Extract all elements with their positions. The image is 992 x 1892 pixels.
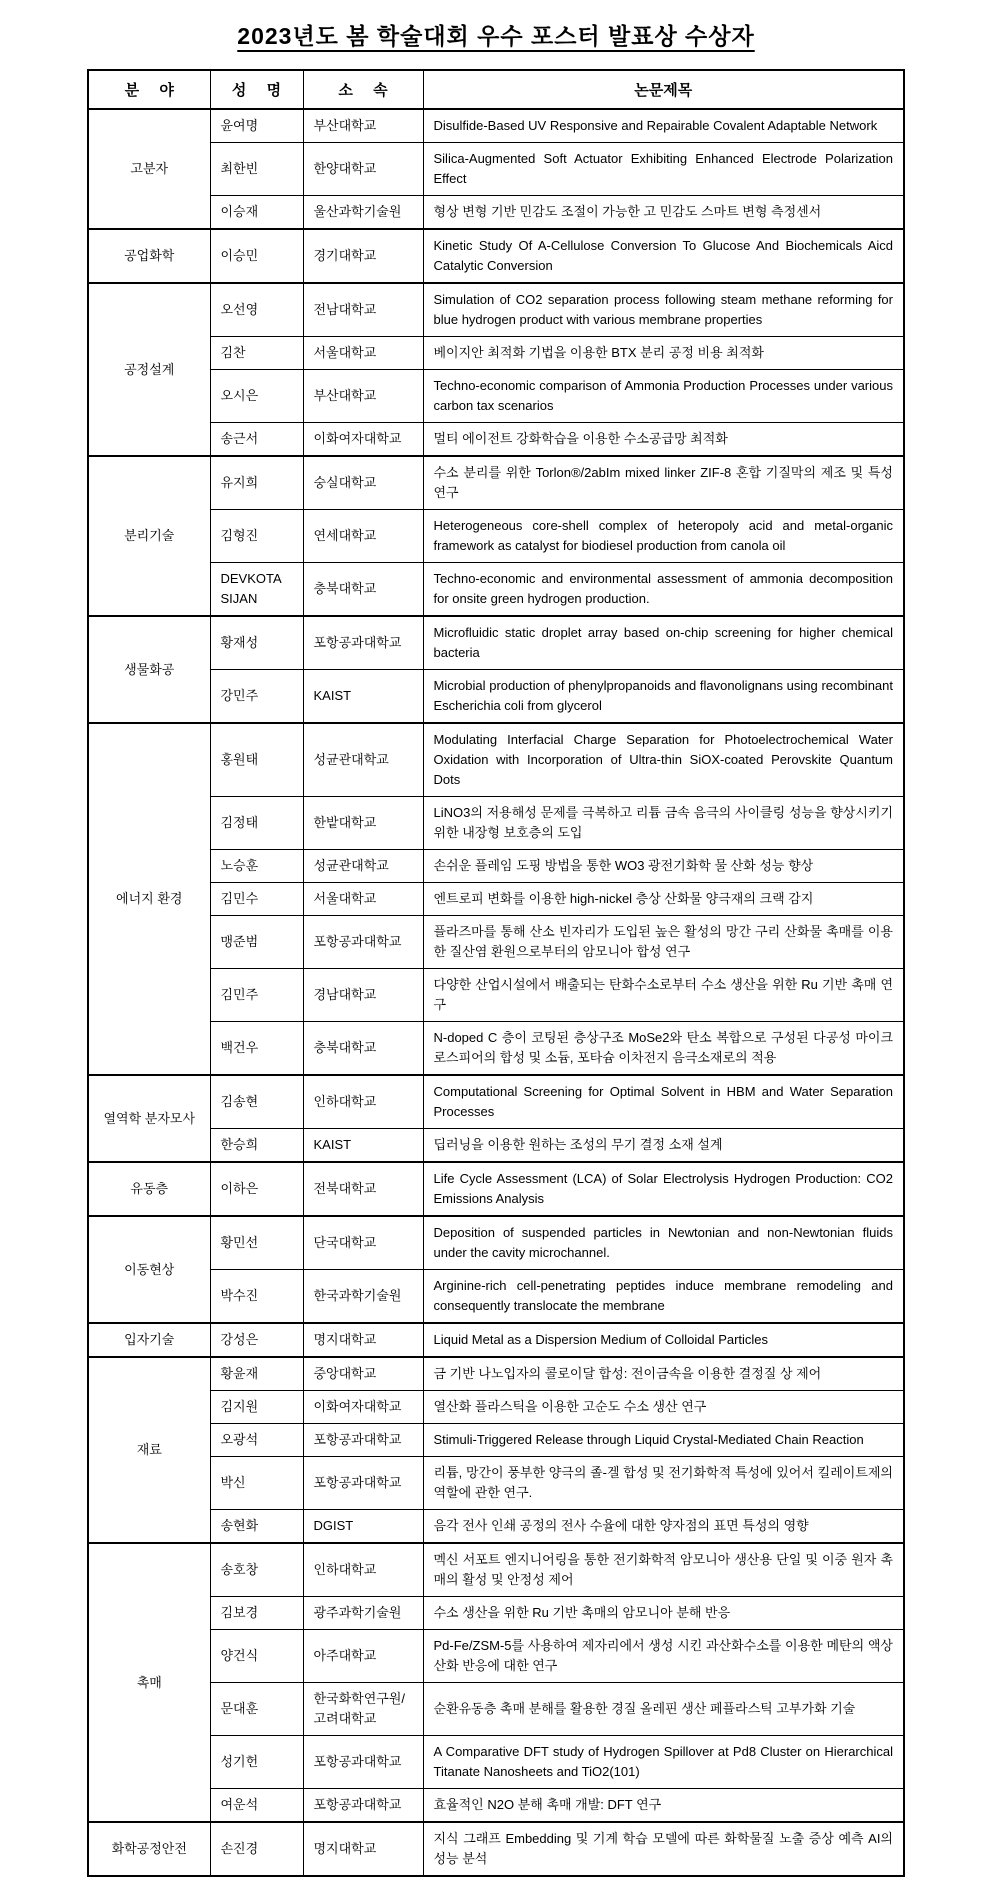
name-cell: 이하은	[210, 1162, 303, 1216]
affiliation-cell: 이화여자대학교	[303, 423, 423, 457]
column-header-name: 성 명	[210, 70, 303, 109]
affiliation-cell: 충북대학교	[303, 1022, 423, 1076]
field-cell: 에너지 환경	[88, 723, 210, 1075]
field-cell: 공정설계	[88, 283, 210, 456]
table-row	[88, 196, 904, 230]
affiliation-cell: 전남대학교	[303, 283, 423, 337]
paper-title-cell: Techno-economic comparison of Ammonia Production Processes under various carbon tax scenarios	[423, 370, 904, 423]
table-row	[88, 1543, 904, 1597]
field-cell: 분리기술	[88, 456, 210, 616]
name-cell: 이승재	[210, 196, 303, 230]
table-row	[88, 1424, 904, 1457]
table-row	[88, 423, 904, 457]
table-row	[88, 1357, 904, 1391]
field-cell: 열역학 분자모사	[88, 1075, 210, 1162]
awards-table-body	[88, 109, 904, 1876]
affiliation-cell: 부산대학교	[303, 109, 423, 143]
affiliation-cell: 부산대학교	[303, 370, 423, 423]
affiliation-cell: 충북대학교	[303, 563, 423, 617]
table-row	[88, 1129, 904, 1163]
paper-title-cell: Arginine-rich cell-penetrating peptides induce membrane remodeling and consequently translocate the membrane	[423, 1270, 904, 1324]
table-row	[88, 670, 904, 724]
affiliation-cell: 인하대학교	[303, 1543, 423, 1597]
name-cell: 김민주	[210, 969, 303, 1022]
table-row	[88, 283, 904, 337]
affiliation-cell: KAIST	[303, 1129, 423, 1163]
name-cell: 이승민	[210, 229, 303, 283]
table-row	[88, 1022, 904, 1076]
paper-title-cell: Silica-Augmented Soft Actuator Exhibiting Enhanced Electrode Polarization Effect	[423, 143, 904, 196]
affiliation-cell: 포항공과대학교	[303, 1424, 423, 1457]
table-row	[88, 969, 904, 1022]
name-cell: 김형진	[210, 510, 303, 563]
name-cell: 김보경	[210, 1597, 303, 1630]
table-row	[88, 229, 904, 283]
affiliation-cell: 포항공과대학교	[303, 916, 423, 969]
paper-title-cell: Microfluidic static droplet array based on-chip screening for higher chemical bacteria	[423, 616, 904, 670]
affiliation-cell: 포항공과대학교	[303, 1457, 423, 1510]
field-cell: 공업화학	[88, 229, 210, 283]
affiliation-cell: 광주과학기술원	[303, 1597, 423, 1630]
page-title: 2023년도 봄 학술대회 우수 포스터 발표상 수상자	[237, 23, 755, 49]
name-cell: 박수진	[210, 1270, 303, 1324]
field-cell: 생물화공	[88, 616, 210, 723]
awards-table	[87, 69, 905, 1877]
field-cell: 이동현상	[88, 1216, 210, 1323]
table-row	[88, 1822, 904, 1876]
affiliation-cell: 한양대학교	[303, 143, 423, 196]
name-cell: 김정태	[210, 797, 303, 850]
paper-title-cell: Stimuli-Triggered Release through Liquid Crystal-Mediated Chain Reaction	[423, 1424, 904, 1457]
table-row	[88, 616, 904, 670]
paper-title-cell: 수소 분리를 위한 Torlon®/2abIm mixed linker ZIF-8 혼합 기질막의 제조 및 특성 연구	[423, 456, 904, 510]
paper-title-cell: 멕신 서포트 엔지니어링을 통한 전기화학적 암모니아 생산용 단일 및 이중 원자 촉매의 활성 및 안정성 제어	[423, 1543, 904, 1597]
name-cell: 김송현	[210, 1075, 303, 1129]
paper-title-cell: Pd-Fe/ZSM-5를 사용하여 제자리에서 생성 시킨 과산화수소를 이용한 메탄의 액상산화 반응에 대한 연구	[423, 1630, 904, 1683]
paper-title-cell: N-doped C 층이 코팅된 층상구조 MoSe2와 탄소 복합으로 구성된 다공성 마이크로스피어의 합성 및 소듐, 포타슘 이차전지 음극소재로의 적용	[423, 1022, 904, 1076]
table-row	[88, 1162, 904, 1216]
name-cell: 송근서	[210, 423, 303, 457]
paper-title-cell: A Comparative DFT study of Hydrogen Spillover at Pd8 Cluster on Hierarchical Titanate Nanosheets and TiO2(101)	[423, 1736, 904, 1789]
name-cell: 문대훈	[210, 1683, 303, 1736]
affiliation-cell: 명지대학교	[303, 1323, 423, 1357]
affiliation-cell: 숭실대학교	[303, 456, 423, 510]
name-cell: 백건우	[210, 1022, 303, 1076]
affiliation-cell: DGIST	[303, 1510, 423, 1544]
paper-title-cell: 플라즈마를 통해 산소 빈자리가 도입된 높은 활성의 망간 구리 산화물 촉매를 이용한 질산염 환원으로부터의 암모니아 합성 연구	[423, 916, 904, 969]
paper-title-cell: 엔트로피 변화를 이용한 high-nickel 층상 산화물 양극재의 크랙 감지	[423, 883, 904, 916]
field-cell: 촉매	[88, 1543, 210, 1822]
name-cell: 최한빈	[210, 143, 303, 196]
paper-title-cell: Simulation of CO2 separation process following steam methane reforming for blue hydrogen product with various membrane properties	[423, 283, 904, 337]
field-cell: 유동층	[88, 1162, 210, 1216]
name-cell: 강성은	[210, 1323, 303, 1357]
paper-title-cell: 형상 변형 기반 민감도 조절이 가능한 고 민감도 스마트 변형 측정센서	[423, 196, 904, 230]
affiliation-cell: 성균관대학교	[303, 723, 423, 797]
name-cell: 오광석	[210, 1424, 303, 1457]
affiliation-cell: 연세대학교	[303, 510, 423, 563]
affiliation-cell: 경기대학교	[303, 229, 423, 283]
affiliation-cell: 울산과학기술원	[303, 196, 423, 230]
paper-title-cell: 순환유동층 촉매 분해를 활용한 경질 올레핀 생산 페플라스틱 고부가화 기술	[423, 1683, 904, 1736]
name-cell: 성기헌	[210, 1736, 303, 1789]
name-cell: 오시은	[210, 370, 303, 423]
table-row	[88, 1391, 904, 1424]
paper-title-cell: Life Cycle Assessment (LCA) of Solar Electrolysis Hydrogen Production: CO2 Emissions Analysis	[423, 1162, 904, 1216]
paper-title-cell: Modulating Interfacial Charge Separation for Photoelectrochemical Water Oxidation with Incorporation of Ultra-thin SiOX-coated Perovskite Quantum Dots	[423, 723, 904, 797]
affiliation-cell: 포항공과대학교	[303, 616, 423, 670]
paper-title-cell: 열산화 플라스틱을 이용한 고순도 수소 생산 연구	[423, 1391, 904, 1424]
paper-title-cell: 멀티 에이전트 강화학습을 이용한 수소공급망 최적화	[423, 423, 904, 457]
affiliation-cell: 성균관대학교	[303, 850, 423, 883]
paper-title-cell: 딥러닝을 이용한 원하는 조성의 무기 결정 소재 설계	[423, 1129, 904, 1163]
affiliation-cell: 이화여자대학교	[303, 1391, 423, 1424]
table-row	[88, 143, 904, 196]
field-cell: 고분자	[88, 109, 210, 229]
table-row	[88, 510, 904, 563]
affiliation-cell: 명지대학교	[303, 1822, 423, 1876]
affiliation-cell: 아주대학교	[303, 1630, 423, 1683]
affiliation-cell: 한국과학기술원	[303, 1270, 423, 1324]
affiliation-cell: 단국대학교	[303, 1216, 423, 1270]
paper-title-cell: Techno-economic and environmental assessment of ammonia decomposition for onsite green hydrogen production.	[423, 563, 904, 617]
table-row	[88, 1216, 904, 1270]
paper-title-cell: 베이지안 최적화 기법을 이용한 BTX 분리 공정 비용 최적화	[423, 337, 904, 370]
paper-title-cell: 리튬, 망간이 풍부한 양극의 졸-겔 합성 및 전기화학적 특성에 있어서 킬레이트제의 역할에 관한 연구.	[423, 1457, 904, 1510]
table-row	[88, 337, 904, 370]
paper-title-cell: 다양한 산업시설에서 배출되는 탄화수소로부터 수소 생산을 위한 Ru 기반 촉매 연구	[423, 969, 904, 1022]
name-cell: 황재성	[210, 616, 303, 670]
affiliation-cell: 포항공과대학교	[303, 1789, 423, 1823]
table-row	[88, 1736, 904, 1789]
paper-title-cell: 손쉬운 플레임 도핑 방법을 통한 WO3 광전기화학 물 산화 성능 향상	[423, 850, 904, 883]
paper-title-cell: Deposition of suspended particles in Newtonian and non-Newtonian fluids under the cavity microchannel.	[423, 1216, 904, 1270]
name-cell: 손진경	[210, 1822, 303, 1876]
name-cell: 윤여명	[210, 109, 303, 143]
paper-title-cell: LiNO3의 저용해성 문제를 극복하고 리튬 금속 음극의 사이클링 성능을 향상시키기 위한 내장형 보호층의 도입	[423, 797, 904, 850]
table-row	[88, 109, 904, 143]
name-cell: 김지원	[210, 1391, 303, 1424]
table-row	[88, 797, 904, 850]
table-row	[88, 1789, 904, 1823]
table-row	[88, 850, 904, 883]
name-cell: 노승훈	[210, 850, 303, 883]
table-row	[88, 1597, 904, 1630]
affiliation-cell: 중앙대학교	[303, 1357, 423, 1391]
name-cell: 김찬	[210, 337, 303, 370]
paper-title-cell: 금 기반 나노입자의 콜로이달 합성: 전이금속을 이용한 결정질 상 제어	[423, 1357, 904, 1391]
name-cell: 오선영	[210, 283, 303, 337]
paper-title-cell: Computational Screening for Optimal Solvent in HBM and Water Separation Processes	[423, 1075, 904, 1129]
paper-title-cell: Disulfide-Based UV Responsive and Repairable Covalent Adaptable Network	[423, 109, 904, 143]
table-row	[88, 1323, 904, 1357]
field-cell: 화학공정안전	[88, 1822, 210, 1876]
header-row	[88, 70, 904, 109]
field-cell: 입자기술	[88, 1323, 210, 1357]
name-cell: 박신	[210, 1457, 303, 1510]
table-row	[88, 1075, 904, 1129]
column-header-field: 분 야	[88, 70, 210, 109]
affiliation-cell: 전북대학교	[303, 1162, 423, 1216]
name-cell: 한승희	[210, 1129, 303, 1163]
name-cell: 홍원태	[210, 723, 303, 797]
table-row	[88, 1270, 904, 1324]
name-cell: 송호창	[210, 1543, 303, 1597]
affiliation-cell: 경남대학교	[303, 969, 423, 1022]
table-row	[88, 723, 904, 797]
affiliation-cell: 인하대학교	[303, 1075, 423, 1129]
field-cell: 재료	[88, 1357, 210, 1543]
column-header-paper-title: 논문제목	[423, 70, 904, 109]
paper-title-cell: Kinetic Study Of A-Cellulose Conversion To Glucose And Biochemicals Aicd Catalytic Conversion	[423, 229, 904, 283]
table-row	[88, 1457, 904, 1510]
table-row	[88, 456, 904, 510]
paper-title-cell: 지식 그래프 Embedding 및 기계 학습 모델에 따른 화학물질 노출 증상 예측 AI의 성능 분석	[423, 1822, 904, 1876]
paper-title-cell: 효율적인 N2O 분해 촉매 개발: DFT 연구	[423, 1789, 904, 1823]
name-cell: DEVKOTA SIJAN	[210, 563, 303, 617]
affiliation-cell: 한밭대학교	[303, 797, 423, 850]
table-row	[88, 1510, 904, 1544]
affiliation-cell: 포항공과대학교	[303, 1736, 423, 1789]
affiliation-cell: 서울대학교	[303, 337, 423, 370]
name-cell: 김민수	[210, 883, 303, 916]
name-cell: 맹준범	[210, 916, 303, 969]
paper-title-cell: 음각 전사 인쇄 공정의 전사 수율에 대한 양자점의 표면 특성의 영향	[423, 1510, 904, 1544]
affiliation-cell: 한국화학연구원/고려대학교	[303, 1683, 423, 1736]
name-cell: 여운석	[210, 1789, 303, 1823]
table-row	[88, 563, 904, 617]
name-cell: 강민주	[210, 670, 303, 724]
table-row	[88, 883, 904, 916]
table-row	[88, 370, 904, 423]
table-row	[88, 916, 904, 969]
name-cell: 유지희	[210, 456, 303, 510]
name-cell: 황윤재	[210, 1357, 303, 1391]
paper-title-cell: 수소 생산을 위한 Ru 기반 촉매의 암모니아 분해 반응	[423, 1597, 904, 1630]
paper-title-cell: Microbial production of phenylpropanoids and flavonolignans using recombinant Escherichia coli from glycerol	[423, 670, 904, 724]
affiliation-cell: 서울대학교	[303, 883, 423, 916]
name-cell: 양건식	[210, 1630, 303, 1683]
paper-title-cell: Heterogeneous core-shell complex of heteropoly acid and metal-organic framework as catalyst for biodiesel production from canola oil	[423, 510, 904, 563]
table-row	[88, 1630, 904, 1683]
name-cell: 황민선	[210, 1216, 303, 1270]
table-row	[88, 1683, 904, 1736]
affiliation-cell: KAIST	[303, 670, 423, 724]
column-header-affiliation: 소 속	[303, 70, 423, 109]
paper-title-cell: Liquid Metal as a Dispersion Medium of Colloidal Particles	[423, 1323, 904, 1357]
name-cell: 송현화	[210, 1510, 303, 1544]
